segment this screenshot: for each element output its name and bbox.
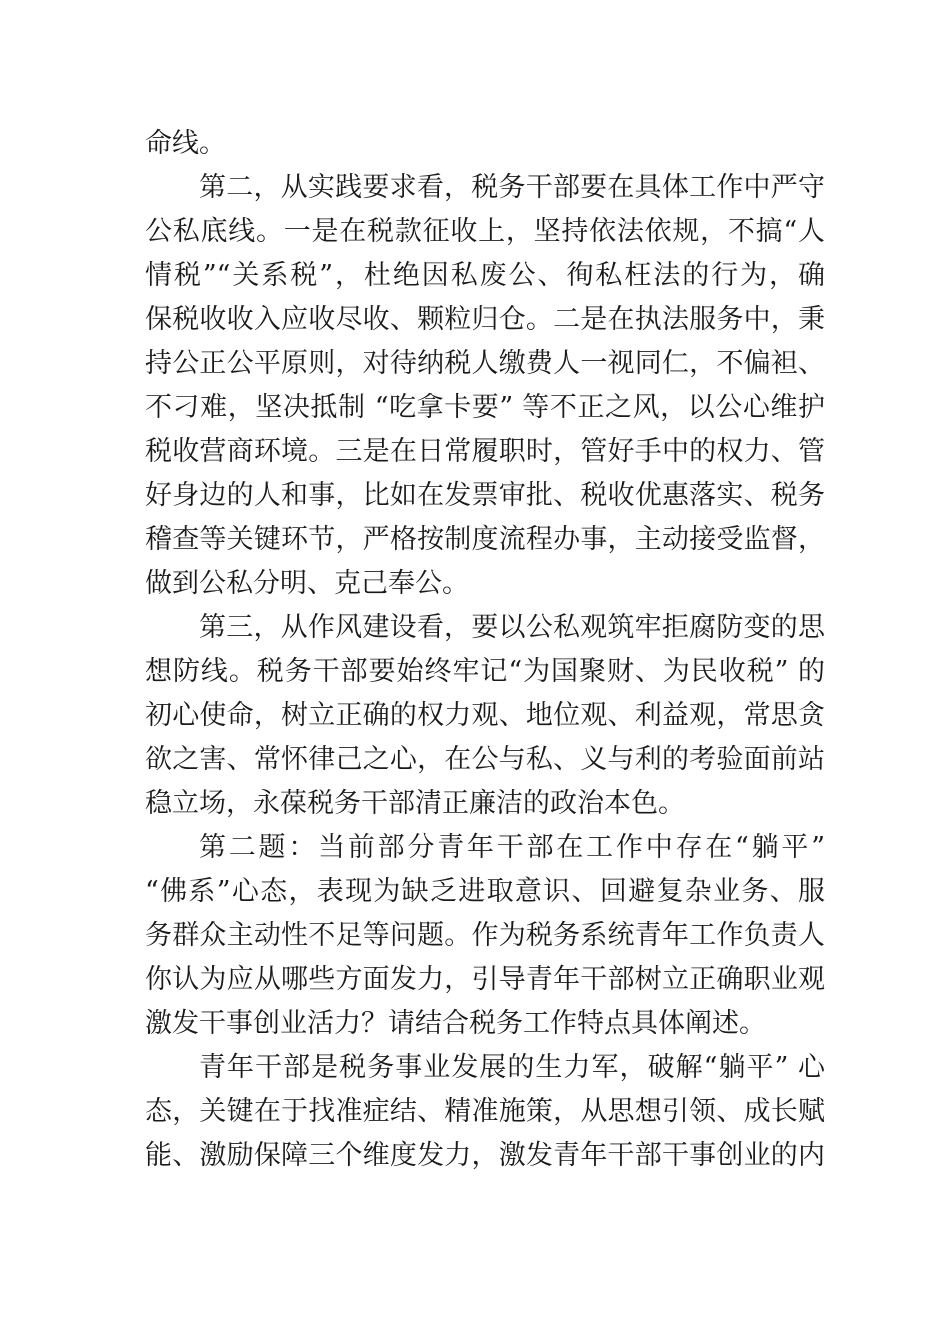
text-line: 不刁难，坚决抵制 “吃拿卡要” 等不正之风，以公心维护 [145,392,825,423]
text-line: 初心使命，树立正确的权力观、地位观、利益观，常思贪 [145,700,825,731]
text-line: 务群众主动性不足等问题。作为税务系统青年工作负责人 [145,920,825,951]
text-line: “佛系”心态，表现为缺乏进取意识、回避复杂业务、服 [145,876,825,907]
text-line: 稽查等关键环节，严格按制度流程办事，主动接受监督， [145,524,825,555]
text-line: 税收营商环境。三是在日常履职时，管好手中的权力、管 [145,436,825,467]
text-line: 持公正公平原则，对待纳税人缴费人一视同仁，不偏袒、 [145,348,825,379]
text-line: 态，关键在于找准症结、精准施策，从思想引领、成长赋 [145,1096,825,1127]
text-line: 青年干部是税务事业发展的生力军，破解“躺平” 心 [199,1052,825,1083]
text-line: 命线。 [145,128,226,159]
text-line: 情税”“关系税”，杜绝因私废公、徇私枉法的行为，确 [145,260,825,291]
text-line: 好身边的人和事，比如在发票审批、税收优惠落实、税务 [145,480,825,511]
text-line: 激发干事创业活力？请结合税务工作特点具体阐述。 [145,1008,766,1039]
text-line: 想防线。税务干部要始终牢记“为国聚财、为民收税” 的 [145,656,825,687]
text-line: 第二，从实践要求看，税务干部要在具体工作中严守 [199,172,825,203]
text-line: 稳立场，永葆税务干部清正廉洁的政治本色。 [145,788,685,819]
text-line: 第三，从作风建设看，要以公私观筑牢拒腐防变的思 [199,612,825,643]
text-line: 第二题：当前部分青年干部在工作中存在“躺平” [199,832,825,863]
text-line: 欲之害、常怀律己之心，在公与私、义与利的考验面前站 [145,744,825,775]
text-line: 保税收收入应收尽收、颗粒归仓。二是在执法服务中，秉 [145,304,825,335]
document-body [145,122,825,1178]
text-line: 能、激励保障三个维度发力，激发青年干部干事创业的内 [145,1140,825,1171]
text-line: 公私底线。一是在税款征收上，坚持依法依规，不搞“人 [145,216,825,247]
text-line: 你认为应从哪些方面发力，引导青年干部树立正确职业观 [145,964,825,995]
text-line: 做到公私分明、克己奉公。 [145,568,469,599]
